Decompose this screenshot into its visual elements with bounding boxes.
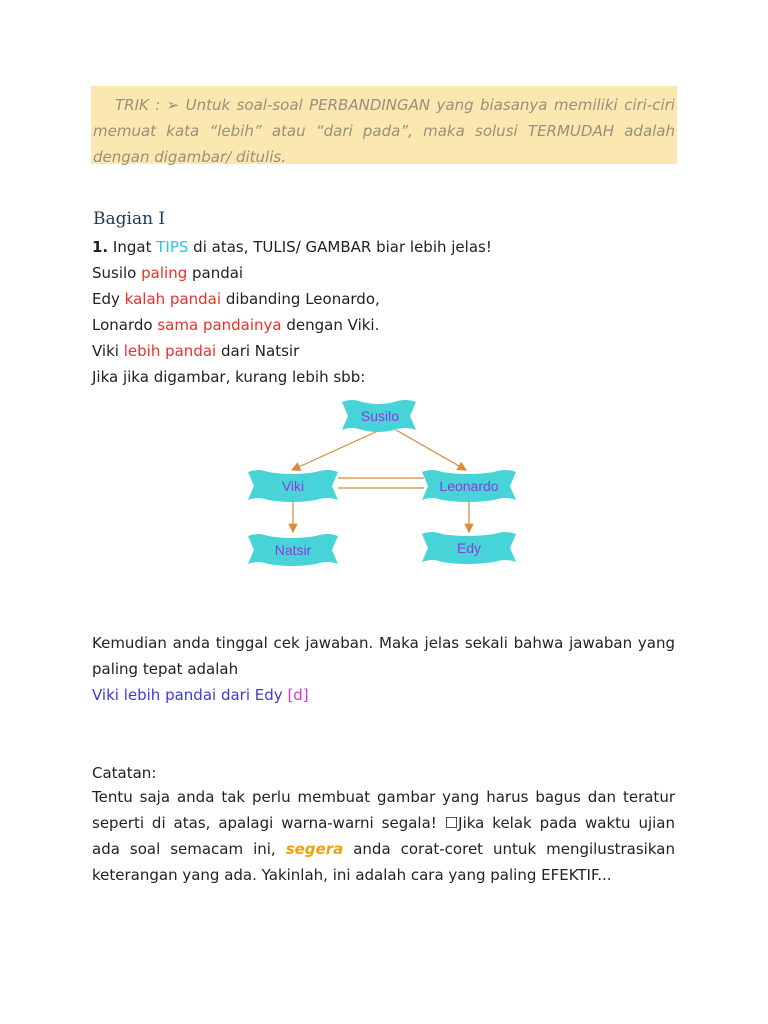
arrow-susilo-leonardo bbox=[396, 430, 466, 470]
note-part-2: anda corat-coret untuk mengilustrasikan keterangan yang ada. Yakinlah, ini adalah cara yang paling EFEKTIF... bbox=[92, 840, 675, 884]
node-edy bbox=[422, 532, 516, 564]
note-text bbox=[92, 784, 675, 888]
statement-3 bbox=[92, 314, 379, 336]
question-1 bbox=[92, 236, 492, 258]
node-label: Viki bbox=[281, 478, 305, 494]
statement-1 bbox=[92, 262, 243, 284]
statement-subject: Lonardo bbox=[92, 316, 153, 334]
statement-rest: dengan Viki. bbox=[286, 316, 380, 334]
trik-label: TRIK : ➢ bbox=[115, 96, 180, 114]
answer bbox=[92, 684, 309, 706]
note-label: Catatan: bbox=[92, 764, 157, 782]
node-susilo bbox=[342, 400, 416, 432]
statement-subject: Edy bbox=[92, 290, 120, 308]
node-label: Edy bbox=[456, 540, 482, 556]
statement-highlight: kalah pandai bbox=[124, 290, 222, 308]
statement-4 bbox=[92, 340, 299, 362]
note-emphasis: segera bbox=[285, 840, 344, 858]
node-leonardo bbox=[422, 470, 516, 502]
statement-highlight: paling bbox=[141, 264, 188, 282]
node-label: Natsir bbox=[274, 542, 312, 558]
arrow-susilo-viki bbox=[292, 430, 380, 470]
statement-2 bbox=[92, 288, 380, 310]
answer-text: Viki lebih pandai dari Edy bbox=[92, 686, 283, 704]
node-viki bbox=[248, 470, 338, 502]
node-label: Leonardo bbox=[439, 478, 499, 494]
node-natsir bbox=[248, 534, 338, 566]
statement-subject: Susilo bbox=[92, 264, 137, 282]
statement-highlight: lebih pandai bbox=[123, 342, 217, 360]
node-label: Susilo bbox=[360, 408, 400, 424]
tips-highlight: TIPS bbox=[156, 238, 189, 256]
note-part-1: Tentu saja anda tak perlu membuat gambar yang harus bagus dan teratur seperti di atas, apalagi warna-warni segala! ☐Jika kelak pada waktu ujian ada soal semacam ini, bbox=[92, 788, 675, 858]
answer-option: [d] bbox=[287, 686, 309, 704]
statement-rest: dari Natsir bbox=[220, 342, 300, 360]
statement-rest: pandai bbox=[192, 264, 244, 282]
trik-tip-box bbox=[91, 86, 677, 164]
question-text-post: di atas, TULIS/ GAMBAR biar lebih jelas! bbox=[193, 238, 492, 256]
section-title: Bagian I bbox=[93, 209, 166, 229]
statement-rest: dibanding Leonardo, bbox=[225, 290, 380, 308]
trik-text: Untuk soal-soal PERBANDINGAN yang biasanya memiliki ciri-ciri memuat kata “lebih” atau “dari pada”, maka solusi TERMUDAH adalah dengan digambar/ ditulis. bbox=[93, 96, 675, 166]
ranking-diagram bbox=[240, 394, 520, 574]
question-text-pre: Ingat bbox=[112, 238, 152, 256]
question-number: 1. bbox=[92, 238, 109, 256]
drawing-intro: Jika jika digambar, kurang lebih sbb: bbox=[92, 368, 366, 386]
statement-subject: Viki bbox=[92, 342, 119, 360]
statement-highlight: sama pandainya bbox=[157, 316, 282, 334]
conclusion-text: Kemudian anda tinggal cek jawaban. Maka jelas sekali bahwa jawaban yang paling tepat adalah bbox=[92, 634, 675, 678]
